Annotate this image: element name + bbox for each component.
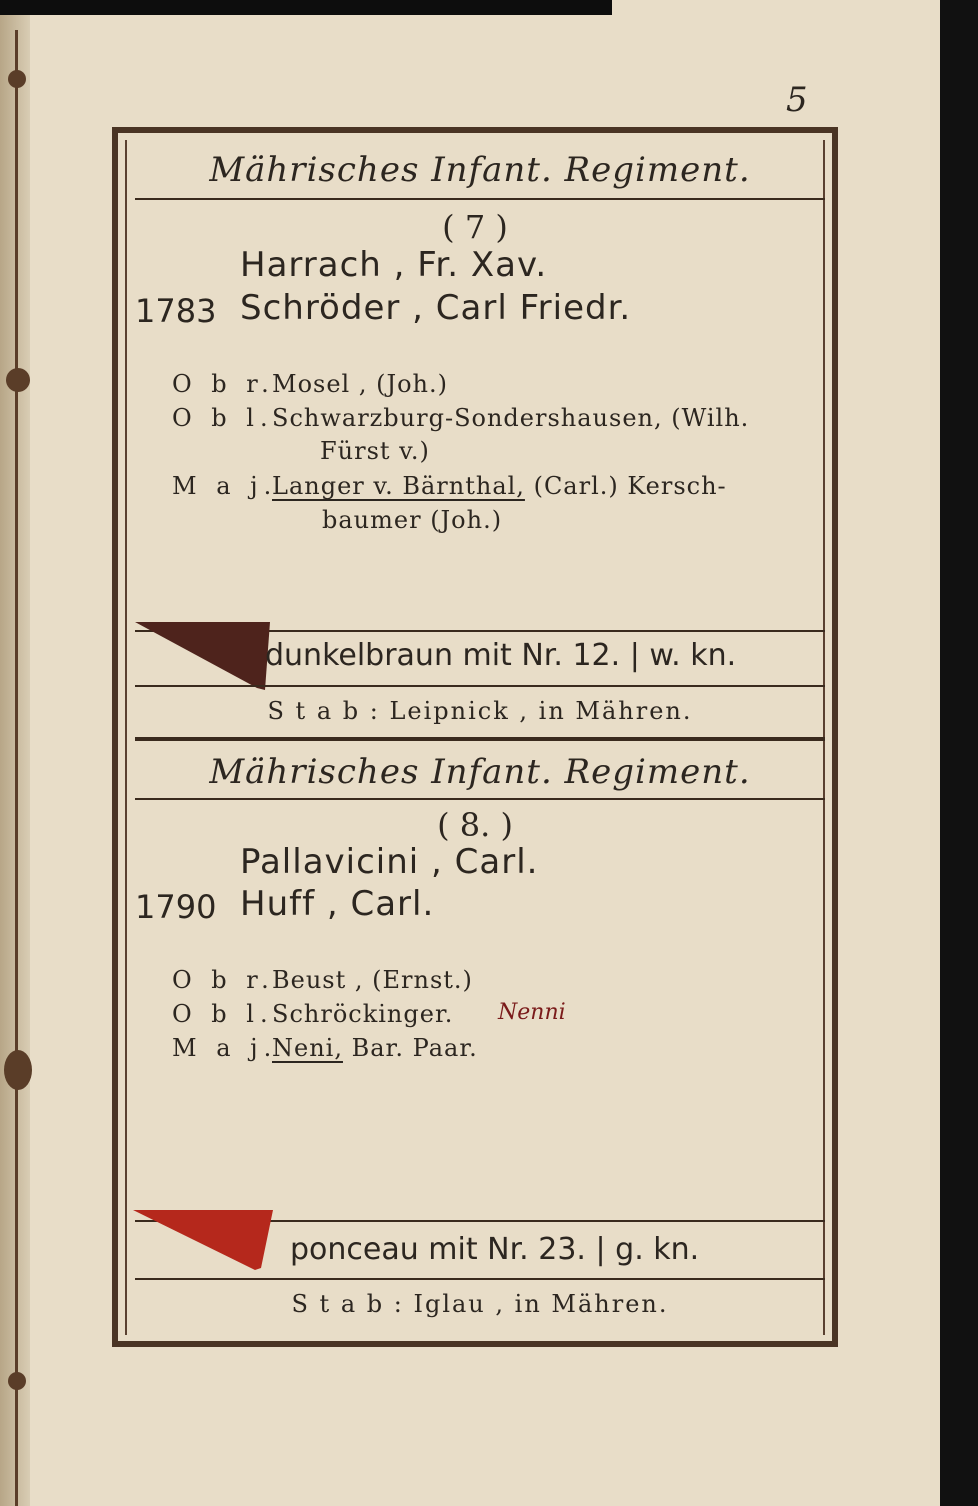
- facing-text: ponceau mit Nr. 23.: [290, 1232, 586, 1267]
- binding-ornament: [8, 1372, 26, 1390]
- staff-rank: O b r.: [172, 370, 275, 398]
- staff-rank: O b r.: [172, 966, 275, 994]
- regiment-colonel-owner: Schröder , Carl Friedr.: [240, 288, 632, 328]
- staff-row-lt-colonel: [172, 1000, 453, 1028]
- heading-rule: [135, 198, 825, 200]
- staff-name-continued: Fürst v.): [320, 437, 430, 465]
- staff-rank: M a j.: [172, 1034, 278, 1062]
- staff-name-continued: baumer (Joh.): [322, 506, 503, 534]
- facing-buttons: w. kn.: [649, 638, 737, 673]
- handwritten-note: Nenni: [498, 1000, 566, 1025]
- regiment-colonel-owner: Huff , Carl.: [240, 884, 435, 924]
- regiment-proprietor: Harrach , Fr. Xav.: [240, 245, 548, 285]
- regiment-number: ( 7 ): [442, 208, 508, 246]
- page-number: 5: [786, 80, 808, 120]
- staff-name: Schröckinger.: [272, 1000, 454, 1028]
- regiment-proprietor: Pallavicini , Carl.: [240, 842, 539, 882]
- staff-name: Beust , (Ernst.): [272, 966, 473, 994]
- regiment-station: S t a b : Iglau , in Mähren.: [291, 1290, 669, 1318]
- staff-row-lt-colonel: [172, 404, 749, 432]
- section-separator: [135, 737, 825, 741]
- staff-rank: O b l.: [172, 404, 274, 432]
- binding-ornament: [6, 368, 30, 392]
- regiment-heading: Mährisches Infant. Regiment.: [209, 150, 751, 190]
- scan-edge-right: [940, 0, 978, 1506]
- binding-line: [15, 30, 18, 1506]
- facing-text: dunkelbraun mit Nr. 12.: [265, 638, 621, 673]
- staff-name-rest: Bar. Paar.: [351, 1034, 478, 1062]
- regiment-number: ( 8. ): [437, 806, 513, 844]
- facing-rule-bottom: [135, 685, 825, 687]
- facing-rule-bottom: [135, 1278, 825, 1280]
- binding-ornament: [4, 1050, 32, 1090]
- facing-description: ponceau mit Nr. 23. | g. kn.: [290, 1232, 700, 1267]
- staff-name: Schwarzburg-Sondershausen, (Wilh.: [272, 404, 750, 432]
- staff-row-colonel: [172, 966, 473, 994]
- regiment-year: 1783: [135, 292, 217, 330]
- staff-name: Mosel , (Joh.): [272, 370, 448, 398]
- staff-name-underlined: Langer v. Bärnthal,: [272, 472, 525, 500]
- staff-row-major: [172, 472, 727, 500]
- facing-buttons: g. kn.: [615, 1232, 700, 1267]
- staff-name-underlined: Neni,: [272, 1034, 343, 1062]
- facing-color-swatch: [135, 622, 270, 692]
- regiment-station: S t a b : Leipnick , in Mähren.: [267, 697, 693, 725]
- staff-row-colonel: [172, 370, 448, 398]
- facing-color-swatch: [133, 1210, 273, 1272]
- staff-rank: M a j.: [172, 472, 278, 500]
- scan-edge-top: [0, 0, 612, 15]
- regiment-heading: Mährisches Infant. Regiment.: [209, 752, 751, 792]
- staff-rank: O b l.: [172, 1000, 274, 1028]
- heading-rule: [135, 798, 825, 800]
- regiment-year: 1790: [135, 888, 217, 926]
- staff-row-major: [172, 1034, 478, 1062]
- facing-description: dunkelbraun mit Nr. 12. | w. kn.: [265, 638, 737, 673]
- binding-ornament: [8, 70, 26, 88]
- staff-name-rest: (Carl.) Kersch-: [533, 472, 727, 500]
